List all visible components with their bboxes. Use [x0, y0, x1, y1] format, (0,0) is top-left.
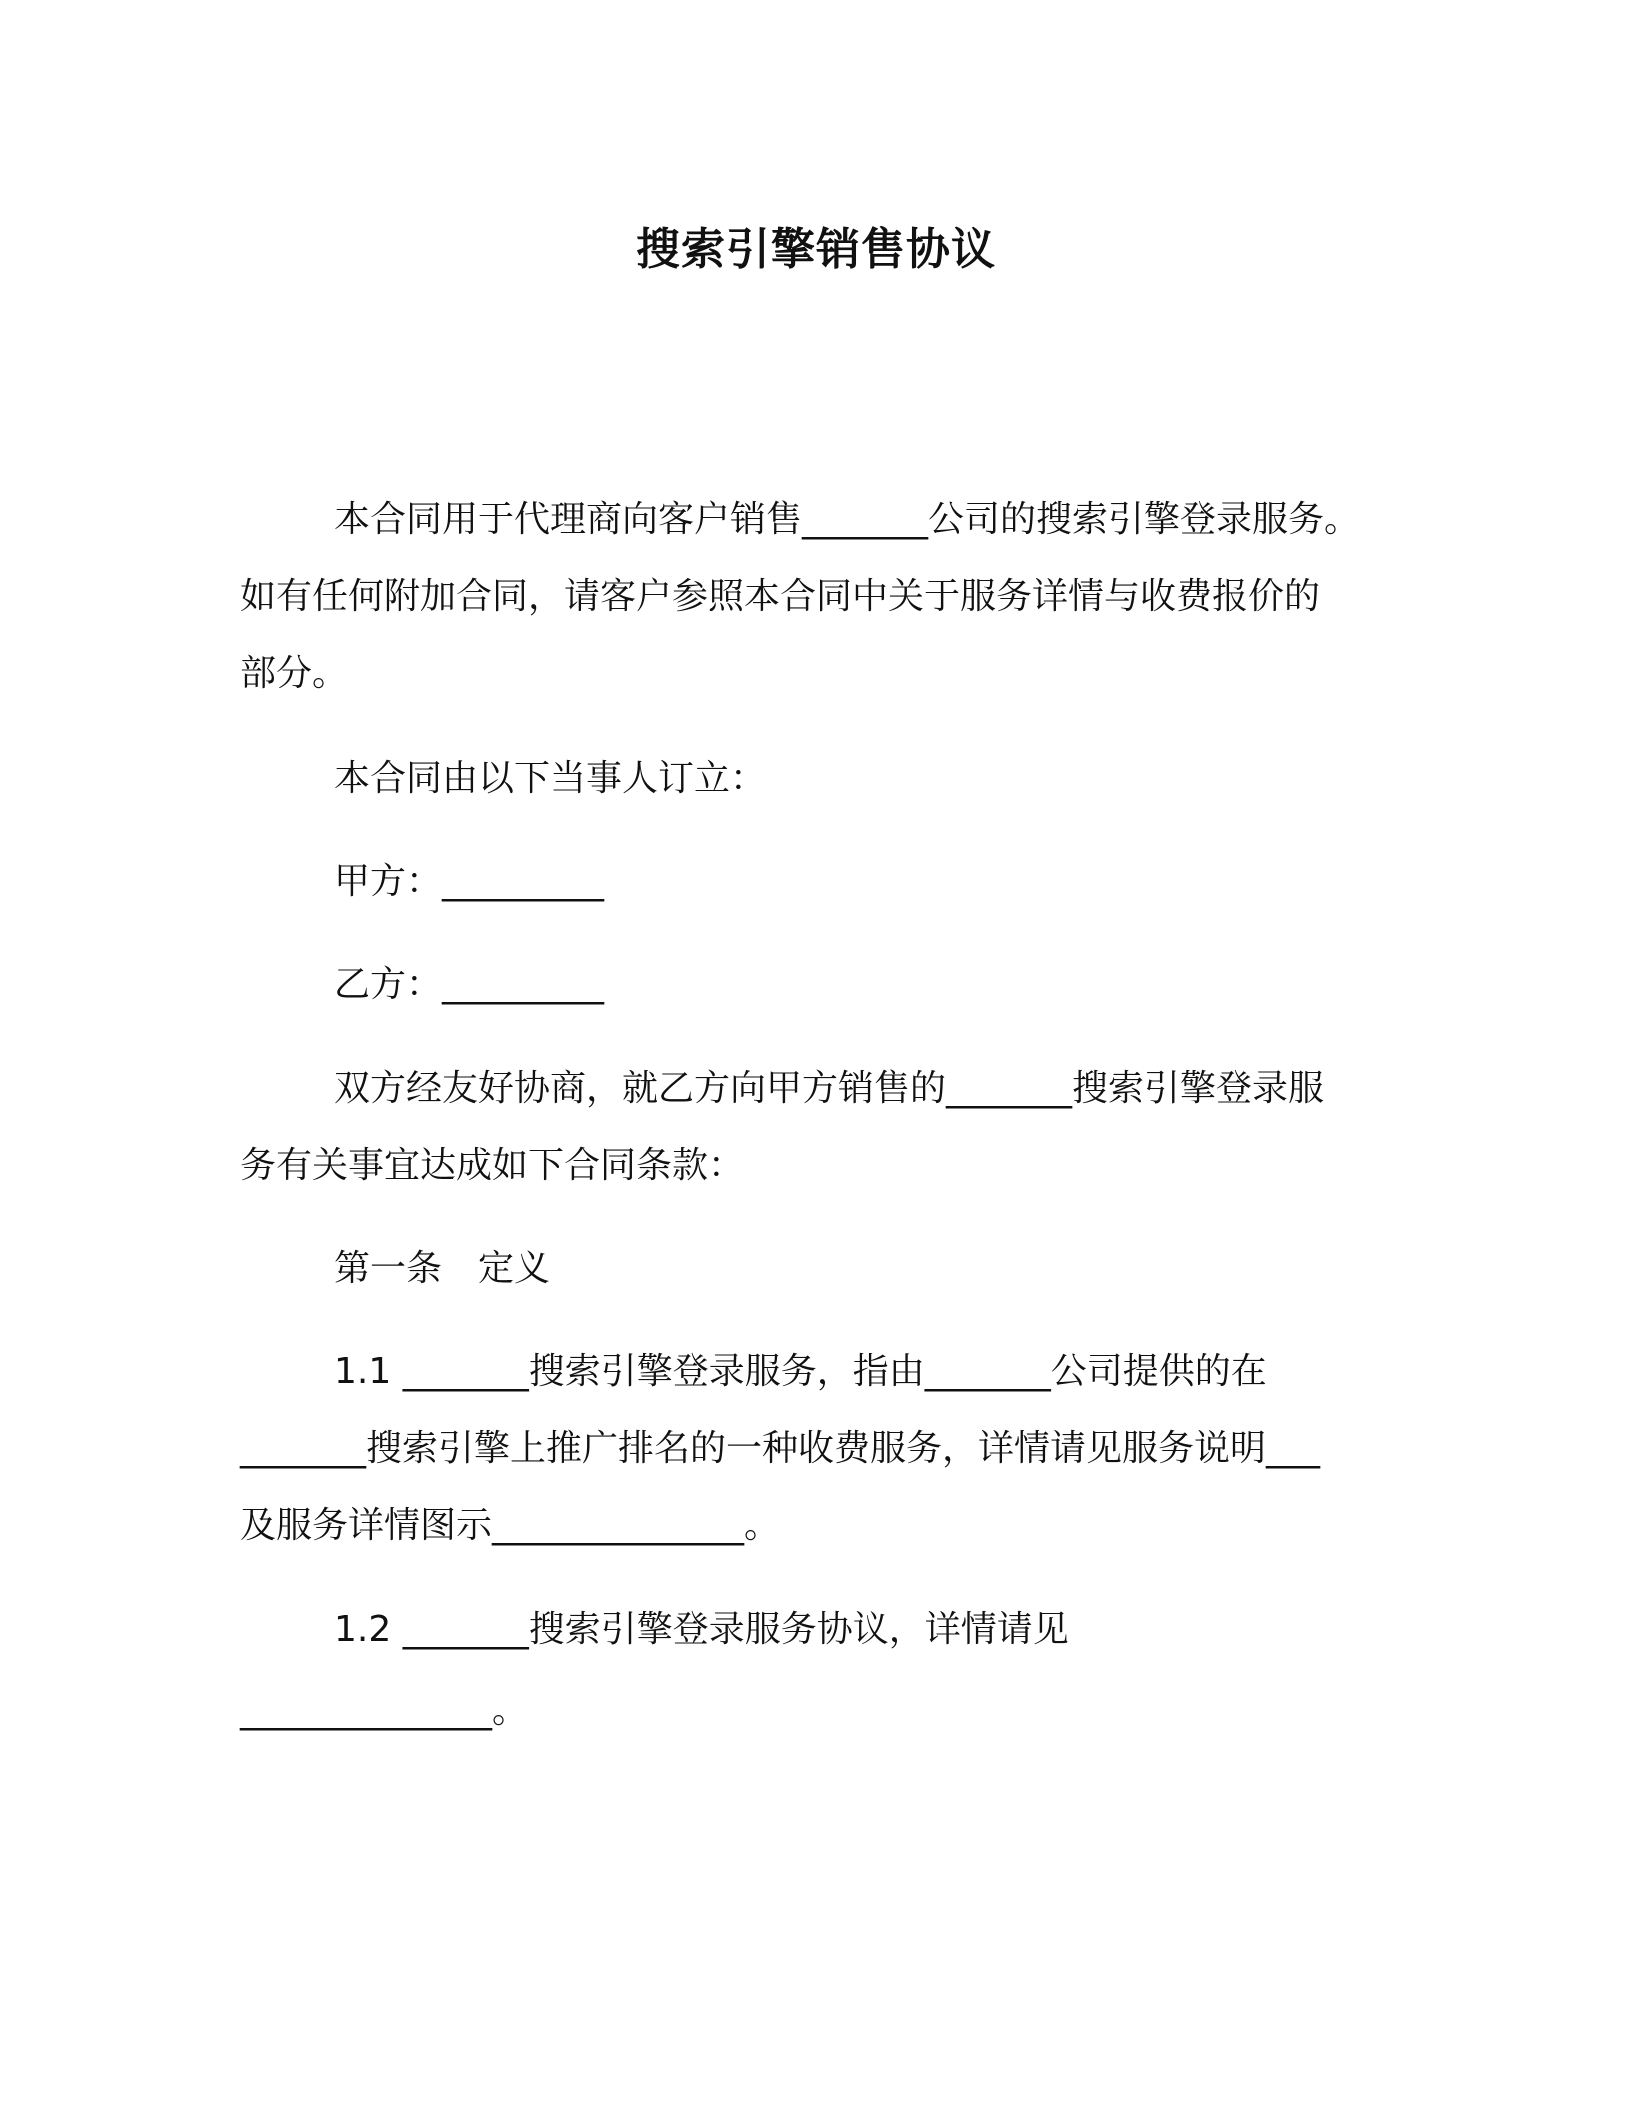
parties-intro-paragraph	[240, 740, 1390, 817]
intro-line-2: 如有任何附加合同，请客户参照本合同中关于服务详情与收费报价的	[240, 576, 1321, 617]
intro-paragraph	[240, 481, 1390, 712]
consult-line-2: 务有关事宜达成如下合同条款：	[240, 1145, 745, 1186]
clause-1-1-paragraph	[240, 1333, 1390, 1564]
intro-line-3: 部分。	[240, 653, 349, 694]
consult-paragraph	[240, 1050, 1390, 1204]
party-b-text: 乙方：_________	[334, 964, 605, 1005]
clause-1-1-line-2: _______搜索引擎上推广排名的一种收费服务，详情请见服务说明___	[240, 1428, 1321, 1469]
article-1-heading: 第一条 定义	[334, 1248, 551, 1289]
clause-1-2-line-2: ______________。	[240, 1690, 528, 1731]
parties-intro-text: 本合同由以下当事人订立：	[334, 758, 767, 799]
document-title: 搜索引擎销售协议	[636, 224, 996, 275]
party-b-paragraph	[240, 946, 1390, 1023]
clause-1-2-paragraph	[240, 1591, 1390, 1668]
clause-1-2-continuation	[240, 1672, 1390, 1749]
party-a-paragraph	[240, 843, 1390, 920]
clause-1-2-line-1: 1.2 _______搜索引擎登录服务协议，详情请见	[334, 1609, 1069, 1650]
consult-line-1: 双方经友好协商，就乙方向甲方销售的_______搜索引擎登录服	[334, 1068, 1325, 1109]
party-a-text: 甲方：_________	[334, 861, 605, 902]
article-1-heading-paragraph	[240, 1230, 1390, 1307]
clause-1-1-line-3: 及服务详情图示______________。	[240, 1505, 781, 1546]
intro-line-1: 本合同用于代理商向客户销售_______公司的搜索引擎登录服务。	[334, 499, 1361, 540]
clause-1-1-line-1: 1.1 _______搜索引擎登录服务，指由_______公司提供的在	[334, 1351, 1267, 1392]
